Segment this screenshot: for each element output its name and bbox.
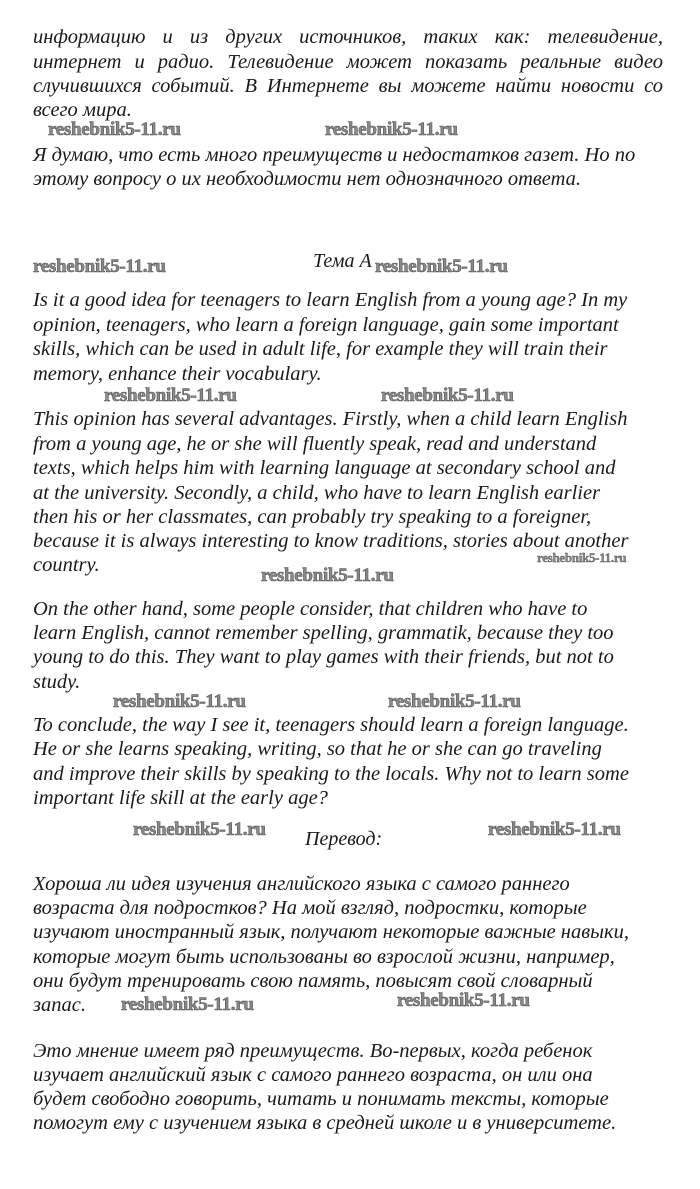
text-line: opinion, teenagers, who learn a foreign language, gain some important: [33, 314, 619, 336]
text-line: from a young age, he or she will fluently speak, read and understand: [33, 433, 597, 455]
watermark: reshebnik5-11.ru: [113, 691, 246, 712]
text-line: young to do this. They want to play games with their friends, but not to: [33, 646, 614, 668]
text-line: изучают иностранный язык, получают некоторые важные навыки,: [33, 921, 629, 943]
text-line: они будут тренировать свою память, повысят свой словарный: [33, 970, 593, 992]
text-line: запас.: [33, 994, 86, 1016]
text-line: будет свободно говорить, читать и понимать тексты, которые: [33, 1088, 609, 1110]
text-line: country.: [33, 554, 100, 576]
text-line: To conclude, the way I see it, teenagers should learn a foreign language.: [33, 714, 629, 736]
watermark: reshebnik5-11.ru: [48, 119, 181, 140]
text-line: которые могут быть использованы во взрослой жизни, например,: [33, 946, 615, 968]
text-line: Это мнение имеет ряд преимуществ. Во-первых, когда ребенок: [33, 1040, 593, 1062]
watermark: reshebnik5-11.ru: [261, 565, 394, 586]
watermark: reshebnik5-11.ru: [121, 994, 254, 1015]
text-line: информацию и из других источников, таких как: телевидение,: [33, 26, 663, 48]
watermark: reshebnik5-11.ru: [33, 256, 166, 277]
text-line: then his or her classmates, can probably try speaking to a foreigner,: [33, 506, 592, 528]
text-line: Is it a good idea for teenagers to learn English from a young age? In my: [33, 289, 628, 311]
text-line: study.: [33, 671, 81, 693]
text-line: This opinion has several advantages. Firstly, when a child learn English: [33, 408, 628, 430]
watermark: reshebnik5-11.ru: [537, 550, 627, 565]
text-line: skills, which can be used in adult life, for example they will train their: [33, 338, 608, 360]
topic-heading: Тема А: [313, 250, 372, 272]
text-line: интернет и радио. Телевидение может показать реальные видео: [33, 51, 663, 73]
watermark: reshebnik5-11.ru: [381, 385, 514, 406]
text-line: Я думаю, что есть много преимуществ и недостатков газет. Но по: [33, 144, 636, 166]
text-line: возраста для подростков? На мой взгляд, подростки, которые: [33, 897, 587, 919]
text-line: He or she learns speaking, writing, so that he or she can go traveling: [33, 738, 602, 760]
text-line: помогут ему с изучением языка в средней школе и в университете.: [33, 1112, 617, 1134]
text-line: and improve their skills by speaking to the locals. Why not to learn some: [33, 763, 629, 785]
watermark: reshebnik5-11.ru: [133, 819, 266, 840]
watermark: reshebnik5-11.ru: [397, 990, 530, 1011]
text-line: important life skill at the early age?: [33, 787, 328, 809]
watermark: reshebnik5-11.ru: [388, 691, 521, 712]
text-line: texts, which helps him with learning language at secondary school and: [33, 457, 616, 479]
text-line: On the other hand, some people consider, that children who have to: [33, 598, 588, 620]
watermark: reshebnik5-11.ru: [104, 385, 237, 406]
text-line: этому вопросу о их необходимости нет однозначного ответа.: [33, 168, 582, 190]
text-line: изучает английский язык с самого раннего возраста, он или она: [33, 1064, 593, 1086]
text-line: learn English, cannot remember spelling, grammatik, because they too: [33, 622, 614, 644]
translation-heading: Перевод:: [305, 828, 383, 850]
text-line: случившихся событий. В Интернете вы можете найти новости со: [33, 75, 663, 97]
text-line: Хороша ли идея изучения английского языка с самого раннего: [33, 873, 570, 895]
text-line: memory, enhance their vocabulary.: [33, 363, 322, 385]
text-line: at the university. Secondly, a child, who have to learn English earlier: [33, 482, 601, 504]
text-line: because it is always interesting to know traditions, stories about another: [33, 530, 629, 552]
watermark: reshebnik5-11.ru: [375, 256, 508, 277]
watermark: reshebnik5-11.ru: [325, 119, 458, 140]
watermark: reshebnik5-11.ru: [488, 819, 621, 840]
text-line: всего мира.: [33, 99, 132, 121]
